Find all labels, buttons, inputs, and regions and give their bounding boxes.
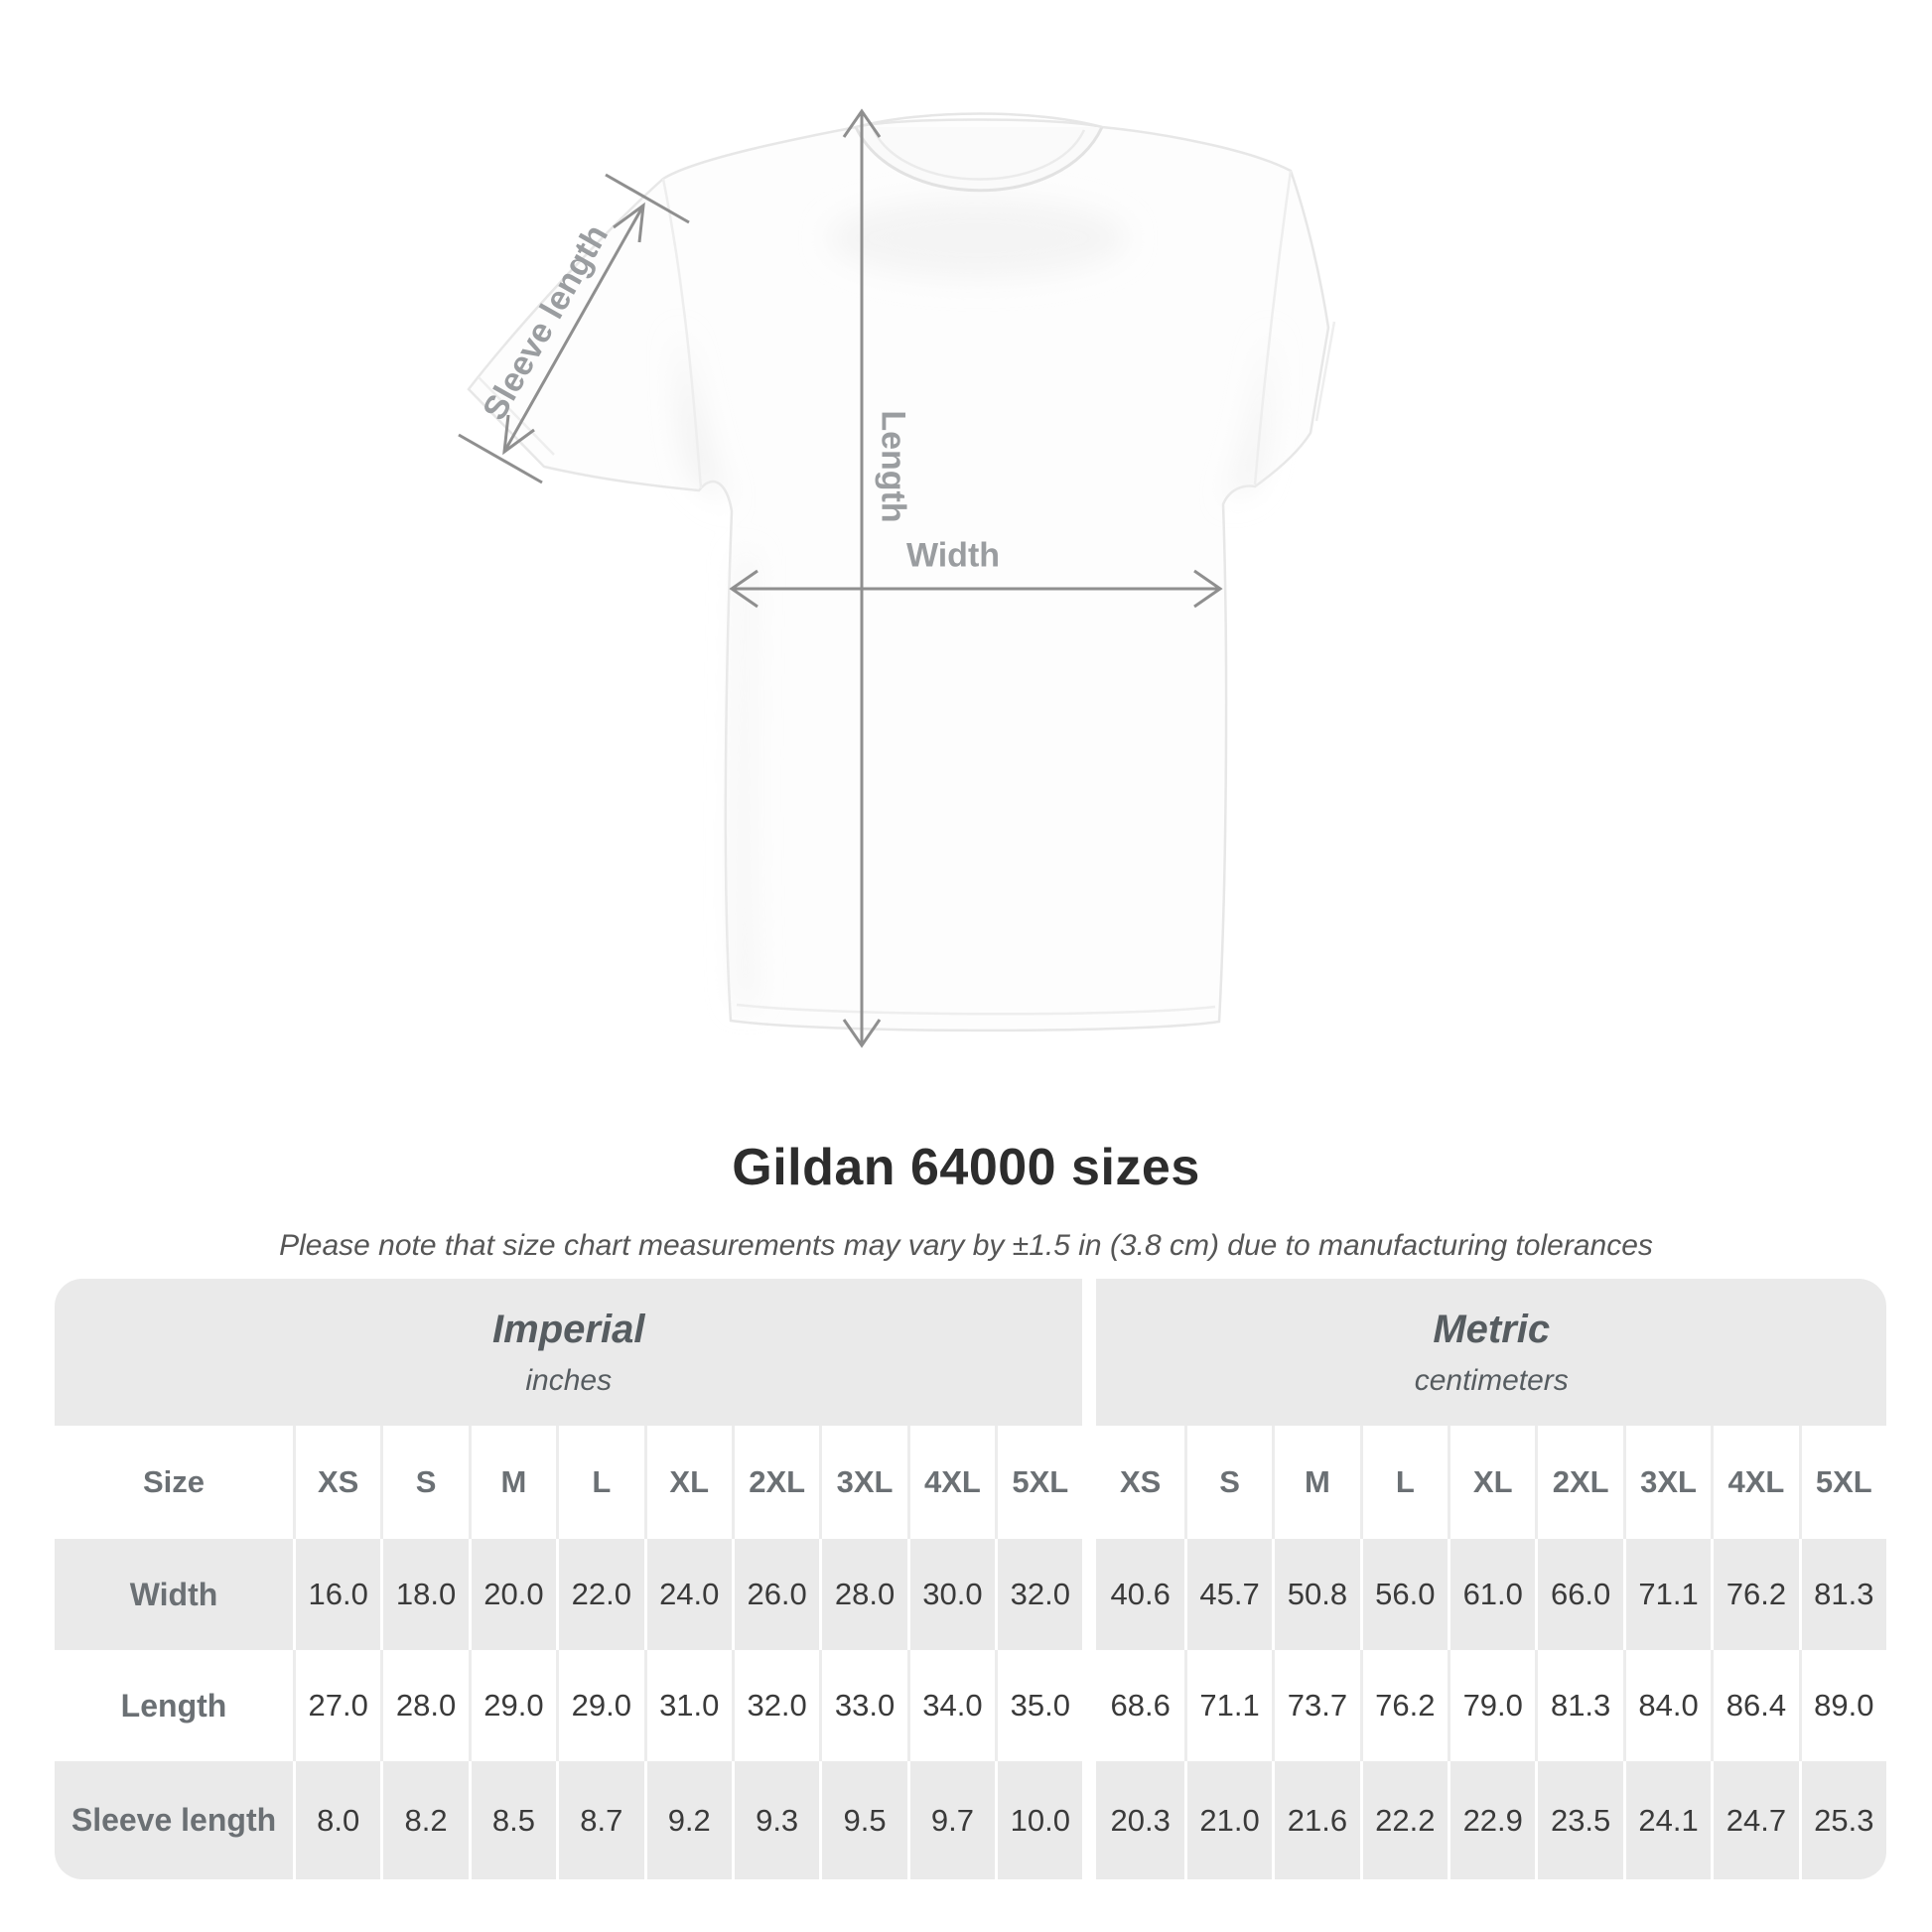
table-cell: 79.0 (1448, 1650, 1535, 1761)
table-cell: 28.0 (819, 1539, 906, 1650)
table-cell: 9.7 (907, 1761, 995, 1879)
table-cell: 86.4 (1711, 1650, 1798, 1761)
table-cell: 25.3 (1799, 1761, 1886, 1879)
table-cell: 16.0 (293, 1539, 380, 1650)
sleeve-length-label: Sleeve length (476, 218, 617, 427)
metric-section-header (1096, 1279, 1886, 1426)
table-cell: 26.0 (732, 1539, 819, 1650)
table-cell: 71.1 (1623, 1539, 1711, 1650)
table-cell: 61.0 (1448, 1539, 1535, 1650)
table-cell: 23.5 (1535, 1761, 1622, 1879)
table-cell: 24.0 (644, 1539, 732, 1650)
table-cell: 73.7 (1272, 1650, 1359, 1761)
size-col-header-metric-xs: XS (1096, 1426, 1183, 1539)
table-cell: 50.8 (1272, 1539, 1359, 1650)
row-label-length: Length (55, 1650, 293, 1761)
table-cell: 33.0 (819, 1650, 906, 1761)
table-cell: 20.3 (1096, 1761, 1183, 1879)
size-col-header-metric-5xl: 5XL (1799, 1426, 1886, 1539)
table-cell: 68.6 (1096, 1650, 1183, 1761)
size-col-header-imperial-3xl: 3XL (819, 1426, 906, 1539)
size-col-header-metric-4xl: 4XL (1711, 1426, 1798, 1539)
size-col-header-imperial-2xl: 2XL (732, 1426, 819, 1539)
table-cell: 21.0 (1184, 1761, 1272, 1879)
size-col-header-metric-m: M (1272, 1426, 1359, 1539)
row-label-sleeve-length: Sleeve length (55, 1761, 293, 1879)
table-cell: 32.0 (995, 1539, 1082, 1650)
size-col-header-imperial-m: M (469, 1426, 556, 1539)
table-cell: 27.0 (293, 1650, 380, 1761)
table-cell: 8.0 (293, 1761, 380, 1879)
table-cell: 9.3 (732, 1761, 819, 1879)
size-chart-table (55, 1279, 1886, 1879)
size-col-header-metric-2xl: 2XL (1535, 1426, 1622, 1539)
size-col-header-metric-s: S (1184, 1426, 1272, 1539)
table-cell: 22.9 (1448, 1761, 1535, 1879)
table-cell: 29.0 (469, 1650, 556, 1761)
table-cell: 22.0 (556, 1539, 643, 1650)
section-unit: centimeters (1414, 1363, 1569, 1397)
size-col-header-imperial-s: S (380, 1426, 468, 1539)
table-cell: 84.0 (1623, 1650, 1711, 1761)
page-title: Gildan 64000 sizes (732, 1139, 1200, 1196)
table-cell: 30.0 (907, 1539, 995, 1650)
size-corner-header: Size (55, 1426, 293, 1539)
table-cell: 76.2 (1711, 1539, 1798, 1650)
page-subtitle: Please note that size chart measurements may vary by ±1.5 in (3.8 cm) due to manufacturing tolerances (279, 1229, 1653, 1262)
table-cell: 18.0 (380, 1539, 468, 1650)
table-cell: 56.0 (1360, 1539, 1448, 1650)
size-col-header-imperial-xl: XL (644, 1426, 732, 1539)
table-cell: 9.5 (819, 1761, 906, 1879)
table-cell: 29.0 (556, 1650, 643, 1761)
row-label-width: Width (55, 1539, 293, 1650)
table-cell: 71.1 (1184, 1650, 1272, 1761)
size-col-header-imperial-l: L (556, 1426, 643, 1539)
table-cell: 21.6 (1272, 1761, 1359, 1879)
width-label: Width (905, 536, 1001, 575)
section-unit: inches (525, 1363, 613, 1397)
table-cell: 45.7 (1184, 1539, 1272, 1650)
section-name: Metric (1433, 1307, 1551, 1351)
table-cell: 24.1 (1623, 1761, 1711, 1879)
table-cell: 40.6 (1096, 1539, 1183, 1650)
table-cell: 81.3 (1799, 1539, 1886, 1650)
table-cell: 9.2 (644, 1761, 732, 1879)
table-cell: 31.0 (644, 1650, 732, 1761)
table-cell: 8.5 (469, 1761, 556, 1879)
size-col-header-metric-l: L (1360, 1426, 1448, 1539)
table-cell: 81.3 (1535, 1650, 1622, 1761)
imperial-section-header (55, 1279, 1082, 1426)
table-cell: 20.0 (469, 1539, 556, 1650)
size-col-header-metric-xl: XL (1448, 1426, 1535, 1539)
size-col-header-imperial-xs: XS (293, 1426, 380, 1539)
size-col-header-imperial-4xl: 4XL (907, 1426, 995, 1539)
table-cell: 89.0 (1799, 1650, 1886, 1761)
table-cell: 28.0 (380, 1650, 468, 1761)
table-cell: 35.0 (995, 1650, 1082, 1761)
size-col-header-imperial-5xl: 5XL (995, 1426, 1082, 1539)
table-cell: 8.2 (380, 1761, 468, 1879)
table-cell: 24.7 (1711, 1761, 1798, 1879)
section-name: Imperial (492, 1307, 645, 1351)
table-cell: 66.0 (1535, 1539, 1622, 1650)
table-cell: 10.0 (995, 1761, 1082, 1879)
table-cell: 22.2 (1360, 1761, 1448, 1879)
length-label: Length (874, 410, 912, 523)
size-col-header-metric-3xl: 3XL (1623, 1426, 1711, 1539)
table-cell: 76.2 (1360, 1650, 1448, 1761)
table-cell: 8.7 (556, 1761, 643, 1879)
table-cell: 32.0 (732, 1650, 819, 1761)
table-cell: 34.0 (907, 1650, 995, 1761)
